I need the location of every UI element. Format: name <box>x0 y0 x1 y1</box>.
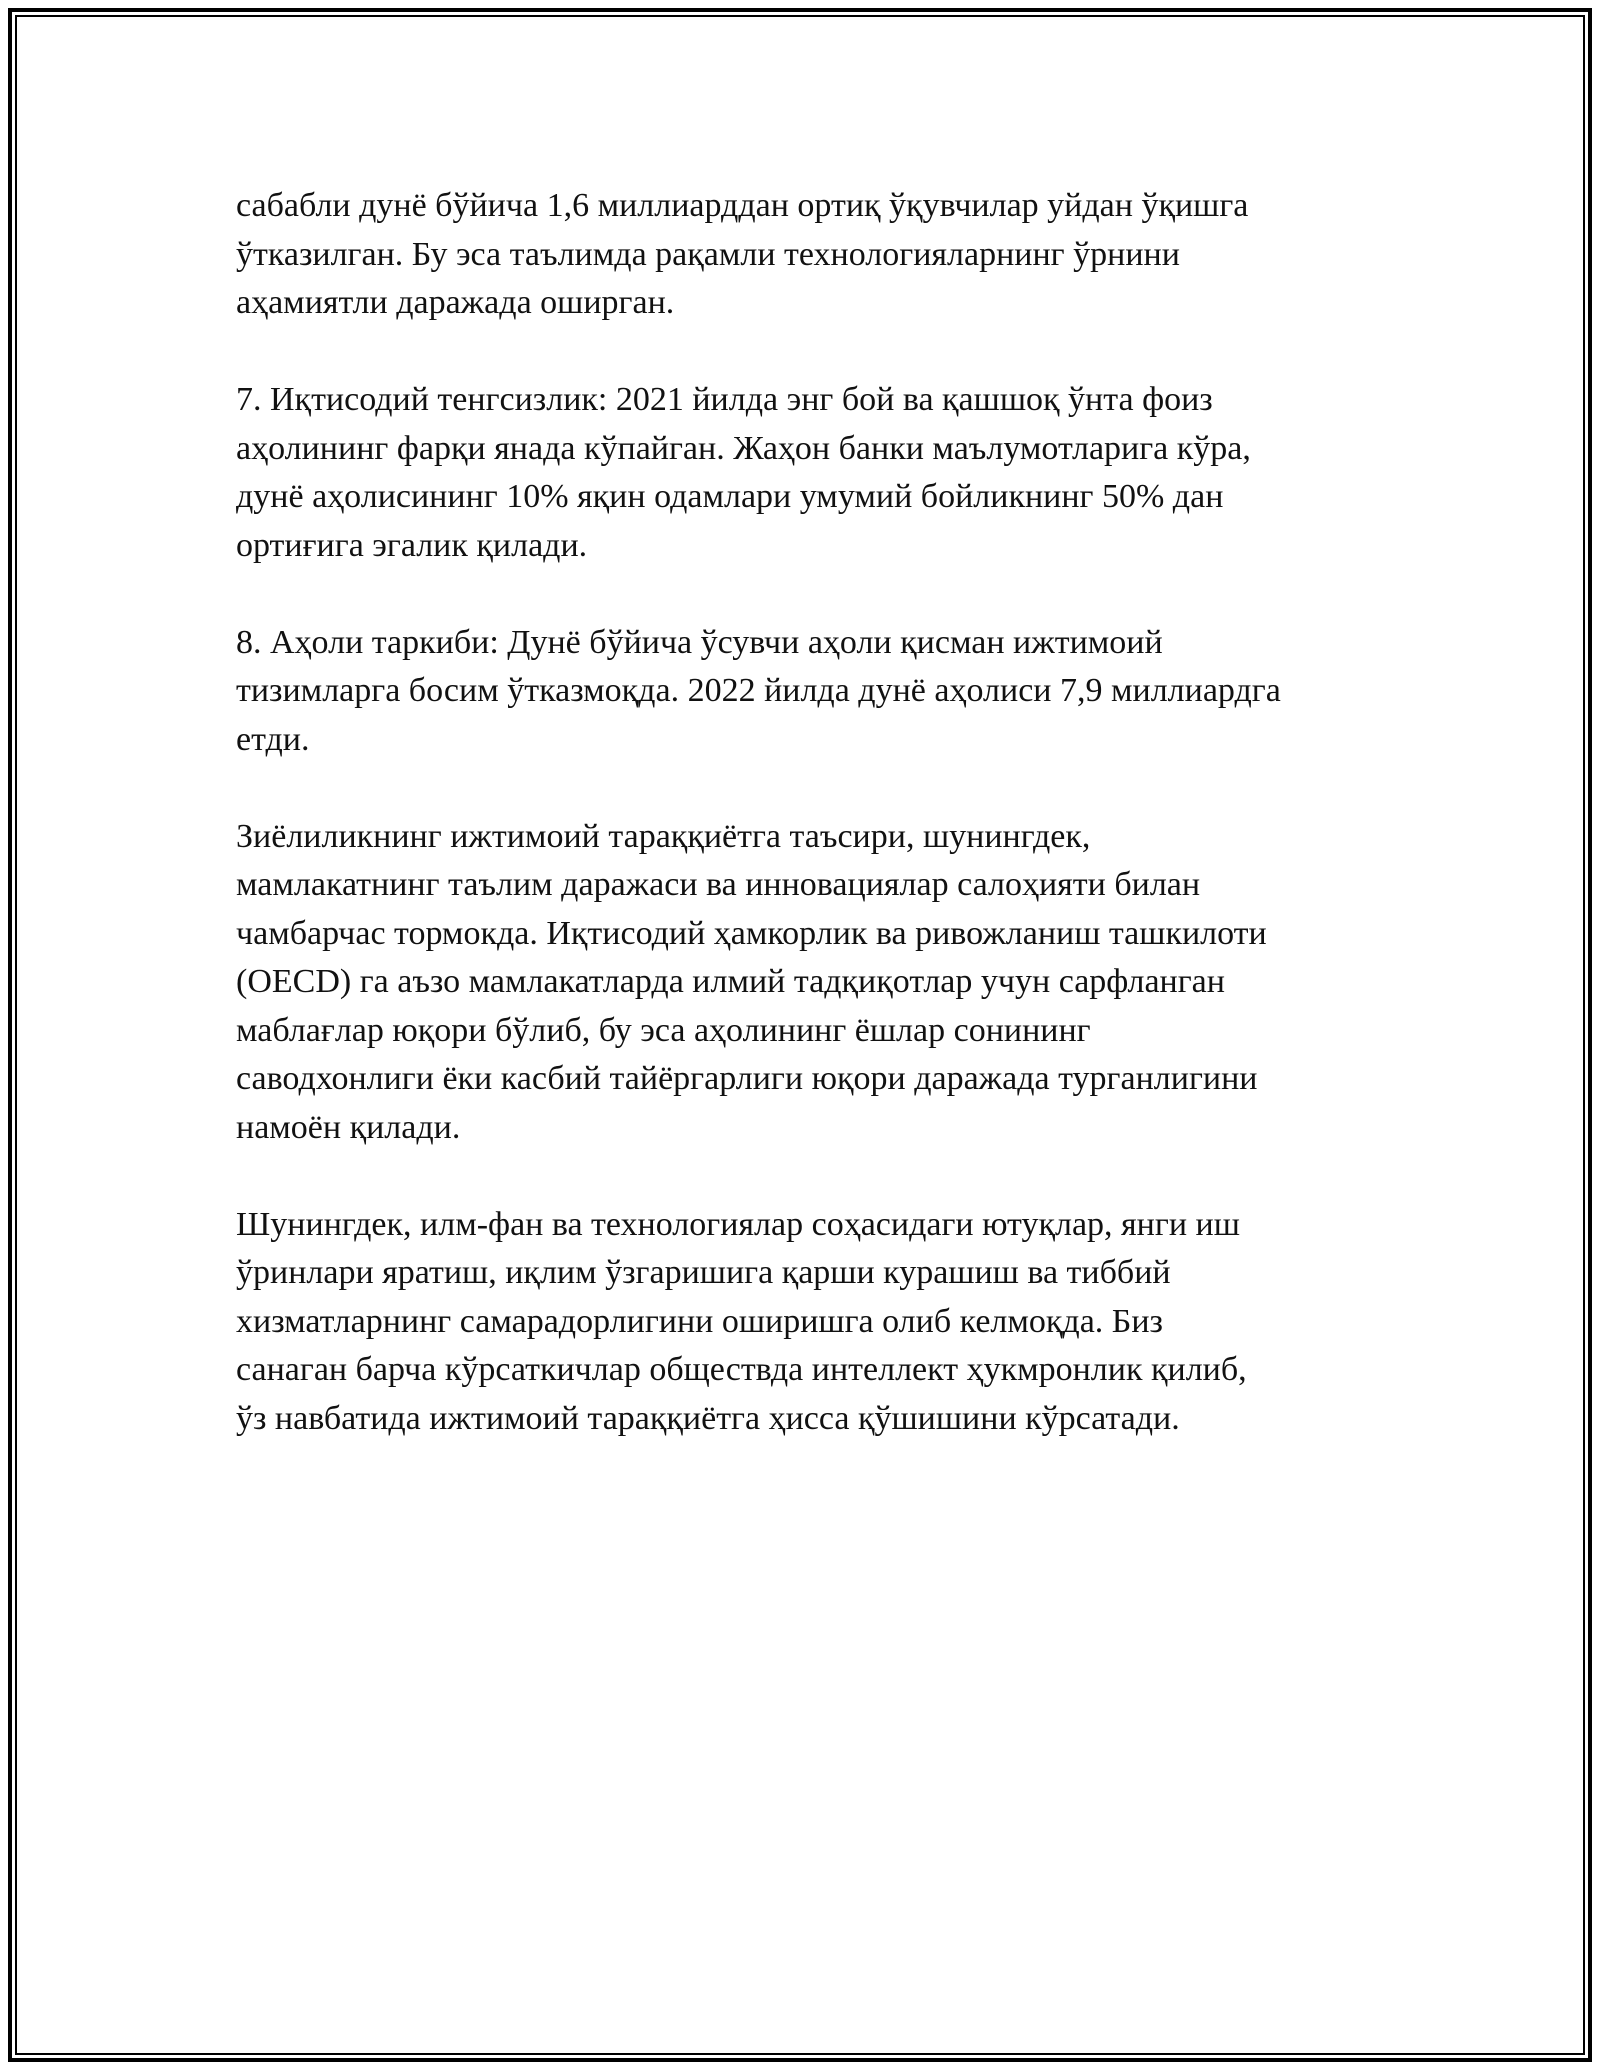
paragraph-economic-inequality <box>236 376 1396 570</box>
text-line: намоён қилади. <box>236 1108 461 1146</box>
paragraph-remote-learning <box>236 182 1396 328</box>
text-line: ўз навбатида ижтимоий тараққиётга ҳисса қўшишини кўрсатади. <box>236 1399 1180 1437</box>
paragraph-science-achievements <box>236 1201 1396 1444</box>
text-line: санаган барча кўрсаткичлар обществда интеллект ҳукмронлик қилиб, <box>236 1351 1247 1388</box>
text-line: ортиғига эгалик қилади. <box>236 526 588 564</box>
text-line: хизматларнинг самарадорлигини оширишга олиб келмоқда. Биз <box>236 1302 1163 1340</box>
text-line: саводхонлиги ёки касбий тайёргарлиги юқори даражада турганлигини <box>236 1060 1258 1097</box>
text-line: мамлакатнинг таълим даражаси ва инновациялар салоҳияти билан <box>236 866 1201 903</box>
text-line: Шунингдек, илм-фан ва технологиялар соҳасидаги ютуқлар, янги иш <box>236 1205 1240 1243</box>
text-line: аҳамиятли даражада оширган. <box>236 284 675 321</box>
text-line: Зиёлиликнинг ижтимоий тараққиётга таъсири, шунингдек, <box>236 817 1091 855</box>
text-line: ўтказилган. Бу эса таълимда рақамли технологияларнинг ўрнини <box>236 235 1180 273</box>
text-line: чамбарчас тормокда. Иқтисодий ҳамкорлик ва ривожланиш ташкилоти <box>236 914 1267 952</box>
text-line: етди. <box>236 720 310 758</box>
text-line: тизимларга босим ўтказмоқда. 2022 йилда дунё аҳолиси 7,9 миллиардга <box>236 672 1281 709</box>
text-line: маблағлар юқори бўлиб, бу эса аҳолининг ёшлар сонининг <box>236 1011 1091 1049</box>
text-line: ўринлари яратиш, иқлим ўзгаришига қарши курашиш ва тиббий <box>236 1254 1171 1291</box>
text-line: 7. Иқтисодий тенгсизлик: 2021 йилда энг бой ва қашшоқ ўнта фоиз <box>236 381 1213 418</box>
document-body <box>236 182 1396 1492</box>
text-line: сабабли дунё бўйича 1,6 миллиарддан ортиқ ўқувчилар уйдан ўқишга <box>236 187 1249 224</box>
paragraph-population-structure <box>236 619 1396 765</box>
text-line: аҳолининг фарқи янада кўпайган. Жаҳон банки маълумотларига кўра, <box>236 429 1251 467</box>
paragraph-intellect-influence <box>236 813 1396 1153</box>
text-line: (OECD) га аъзо мамлакатларда илмий тадқиқотлар учун сарфланган <box>236 963 1225 1000</box>
text-line: дунё аҳолисининг 10% яқин одамлари умумий бойликнинг 50% дан <box>236 478 1224 515</box>
text-line: 8. Аҳоли таркиби: Дунё бўйича ўсувчи аҳоли қисман ижтимоий <box>236 623 1163 661</box>
